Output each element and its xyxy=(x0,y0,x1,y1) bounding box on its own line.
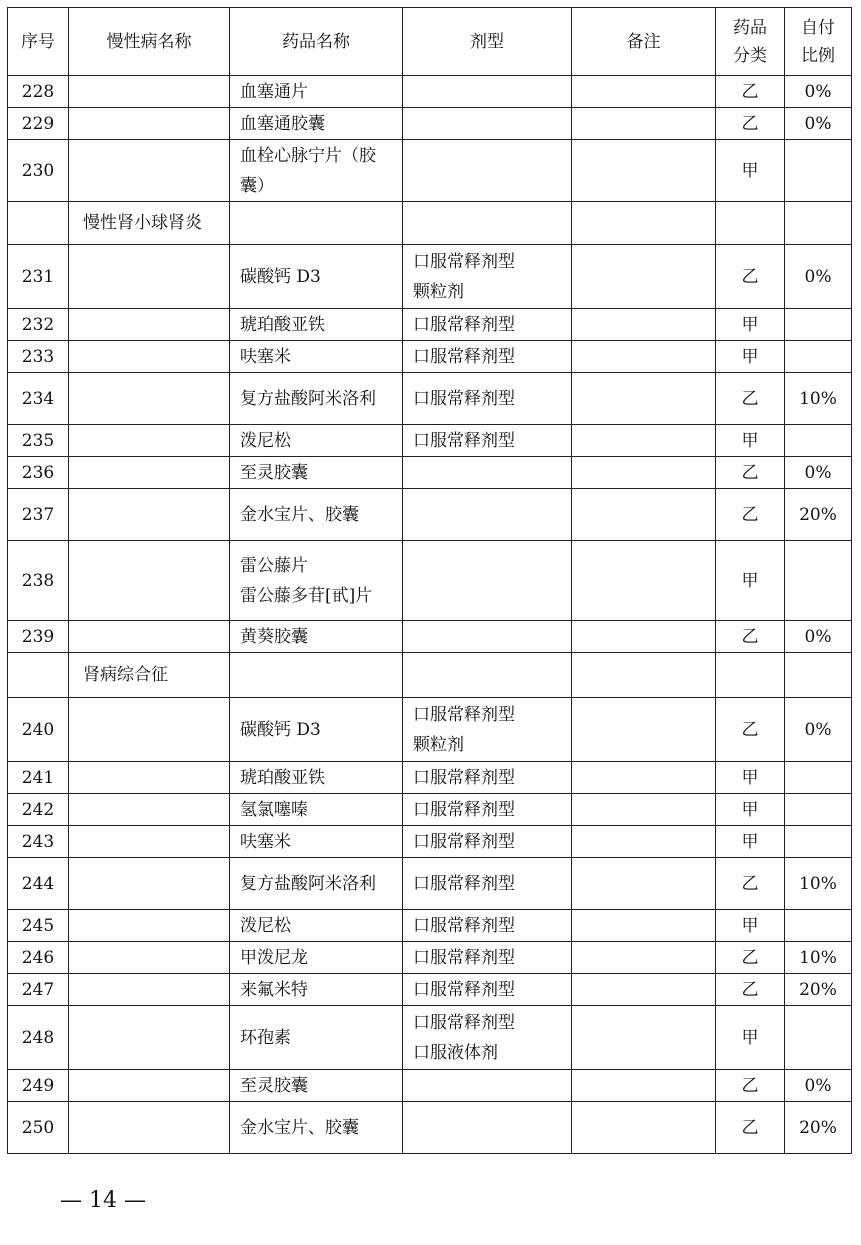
category-cell: 甲 xyxy=(716,826,785,858)
category-cell: 甲 xyxy=(716,541,785,621)
category-cell: 乙 xyxy=(716,457,785,489)
header-disease: 慢性病名称 xyxy=(69,8,230,76)
category-cell: 乙 xyxy=(716,621,785,653)
disease-cell xyxy=(69,108,230,140)
drug-cell: 金水宝片、胶囊 xyxy=(230,1102,403,1154)
seq-cell: 240 xyxy=(8,698,69,762)
drug-cell: 至灵胶囊 xyxy=(230,1070,403,1102)
ratio-cell xyxy=(785,794,852,826)
table-row xyxy=(8,974,852,1006)
note-cell xyxy=(572,1006,716,1070)
drug-cell: 来氟米特 xyxy=(230,974,403,1006)
drug-cell: 泼尼松 xyxy=(230,910,403,942)
ratio-cell: 20% xyxy=(785,1102,852,1154)
category-cell: 乙 xyxy=(716,974,785,1006)
ratio-cell xyxy=(785,541,852,621)
form-cell: 口服常释剂型 xyxy=(403,974,572,1006)
form-cell: 口服常释剂型 xyxy=(403,794,572,826)
form-cell xyxy=(403,653,572,698)
table-row xyxy=(8,858,852,910)
category-cell xyxy=(716,202,785,245)
note-cell xyxy=(572,140,716,202)
drug-cell: 复方盐酸阿米洛利 xyxy=(230,373,403,425)
seq-cell: 245 xyxy=(8,910,69,942)
drug-cell: 泼尼松 xyxy=(230,425,403,457)
form-cell: 口服常释剂型 xyxy=(403,425,572,457)
note-cell xyxy=(572,457,716,489)
seq-cell: 234 xyxy=(8,373,69,425)
table-row xyxy=(8,698,852,762)
category-cell: 甲 xyxy=(716,309,785,341)
table-row xyxy=(8,489,852,541)
seq-cell: 237 xyxy=(8,489,69,541)
note-cell xyxy=(572,826,716,858)
form-cell xyxy=(403,1070,572,1102)
disease-cell xyxy=(69,541,230,621)
table-row xyxy=(8,341,852,373)
note-cell xyxy=(572,373,716,425)
header-drug: 药品名称 xyxy=(230,8,403,76)
ratio-cell: 0% xyxy=(785,76,852,108)
seq-cell: 231 xyxy=(8,245,69,309)
seq-cell: 249 xyxy=(8,1070,69,1102)
seq-cell: 236 xyxy=(8,457,69,489)
table-row xyxy=(8,425,852,457)
seq-cell: 242 xyxy=(8,794,69,826)
note-cell xyxy=(572,341,716,373)
table-row xyxy=(8,1102,852,1154)
disease-cell xyxy=(69,373,230,425)
seq-cell: 233 xyxy=(8,341,69,373)
disease-cell xyxy=(69,974,230,1006)
drug-cell: 血塞通片 xyxy=(230,76,403,108)
seq-cell: 250 xyxy=(8,1102,69,1154)
form-cell xyxy=(403,541,572,621)
drug-cell: 氢氯噻嗪 xyxy=(230,794,403,826)
ratio-cell: 20% xyxy=(785,974,852,1006)
ratio-cell: 0% xyxy=(785,245,852,309)
category-cell: 乙 xyxy=(716,108,785,140)
table-row xyxy=(8,1070,852,1102)
form-cell: 口服常释剂型 xyxy=(403,942,572,974)
section-row xyxy=(8,653,852,698)
section-row xyxy=(8,202,852,245)
note-cell xyxy=(572,202,716,245)
disease-cell xyxy=(69,826,230,858)
disease-cell xyxy=(69,425,230,457)
disease-cell xyxy=(69,794,230,826)
note-cell xyxy=(572,910,716,942)
note-cell xyxy=(572,794,716,826)
category-cell: 乙 xyxy=(716,489,785,541)
category-cell: 乙 xyxy=(716,373,785,425)
drug-cell: 呋塞米 xyxy=(230,341,403,373)
form-cell: 口服常释剂型 xyxy=(403,373,572,425)
disease-cell xyxy=(69,621,230,653)
seq-cell: 228 xyxy=(8,76,69,108)
drug-cell: 碳酸钙 D3 xyxy=(230,698,403,762)
note-cell xyxy=(572,942,716,974)
note-cell xyxy=(572,245,716,309)
disease-cell xyxy=(69,245,230,309)
form-cell: 口服常释剂型 口服液体剂 xyxy=(403,1006,572,1070)
drug-cell: 甲泼尼龙 xyxy=(230,942,403,974)
form-cell: 口服常释剂型 xyxy=(403,309,572,341)
form-cell: 口服常释剂型 颗粒剂 xyxy=(403,245,572,309)
category-cell: 乙 xyxy=(716,942,785,974)
disease-cell xyxy=(69,858,230,910)
form-cell xyxy=(403,1102,572,1154)
disease-cell xyxy=(69,762,230,794)
note-cell xyxy=(572,1102,716,1154)
drug-cell: 复方盐酸阿米洛利 xyxy=(230,858,403,910)
table-row xyxy=(8,373,852,425)
drug-cell: 琥珀酸亚铁 xyxy=(230,309,403,341)
seq-cell xyxy=(8,202,69,245)
table-row xyxy=(8,108,852,140)
seq-cell: 248 xyxy=(8,1006,69,1070)
note-cell xyxy=(572,108,716,140)
disease-cell xyxy=(69,1006,230,1070)
ratio-cell: 10% xyxy=(785,942,852,974)
drug-cell: 金水宝片、胶囊 xyxy=(230,489,403,541)
ratio-cell: 0% xyxy=(785,108,852,140)
category-cell xyxy=(716,653,785,698)
form-cell: 口服常释剂型 xyxy=(403,910,572,942)
drug-cell: 血栓心脉宁片（胶 囊） xyxy=(230,140,403,202)
table-row xyxy=(8,942,852,974)
table-row xyxy=(8,910,852,942)
category-cell: 甲 xyxy=(716,341,785,373)
page-number: — 14 — xyxy=(60,1188,146,1213)
form-cell xyxy=(403,76,572,108)
seq-cell: 232 xyxy=(8,309,69,341)
seq-cell: 244 xyxy=(8,858,69,910)
table-row xyxy=(8,541,852,621)
seq-cell: 235 xyxy=(8,425,69,457)
table-row xyxy=(8,76,852,108)
seq-cell: 229 xyxy=(8,108,69,140)
drug-list-table xyxy=(7,7,852,1154)
drug-cell: 黄葵胶囊 xyxy=(230,621,403,653)
table-row xyxy=(8,309,852,341)
drug-cell: 环孢素 xyxy=(230,1006,403,1070)
category-cell: 乙 xyxy=(716,76,785,108)
disease-cell xyxy=(69,910,230,942)
seq-cell: 239 xyxy=(8,621,69,653)
ratio-cell xyxy=(785,1006,852,1070)
form-cell: 口服常释剂型 xyxy=(403,341,572,373)
disease-cell xyxy=(69,489,230,541)
note-cell xyxy=(572,974,716,1006)
seq-cell: 246 xyxy=(8,942,69,974)
note-cell xyxy=(572,425,716,457)
ratio-cell: 20% xyxy=(785,489,852,541)
disease-cell xyxy=(69,76,230,108)
ratio-cell xyxy=(785,425,852,457)
disease-cell xyxy=(69,1102,230,1154)
form-cell: 口服常释剂型 xyxy=(403,826,572,858)
category-cell: 甲 xyxy=(716,910,785,942)
ratio-cell xyxy=(785,826,852,858)
note-cell xyxy=(572,653,716,698)
header-form: 剂型 xyxy=(403,8,572,76)
header-seq: 序号 xyxy=(8,8,69,76)
disease-cell xyxy=(69,341,230,373)
category-cell: 乙 xyxy=(716,1102,785,1154)
note-cell xyxy=(572,858,716,910)
form-cell xyxy=(403,108,572,140)
note-cell xyxy=(572,698,716,762)
header-category: 药品 分类 xyxy=(716,8,785,76)
category-cell: 乙 xyxy=(716,698,785,762)
table-row xyxy=(8,826,852,858)
drug-cell xyxy=(230,653,403,698)
form-cell xyxy=(403,621,572,653)
form-cell: 口服常释剂型 xyxy=(403,762,572,794)
ratio-cell xyxy=(785,653,852,698)
drug-cell: 雷公藤片 雷公藤多苷[甙]片 xyxy=(230,541,403,621)
ratio-cell xyxy=(785,309,852,341)
form-cell xyxy=(403,202,572,245)
table-row xyxy=(8,621,852,653)
table-row xyxy=(8,140,852,202)
category-cell: 甲 xyxy=(716,425,785,457)
drug-cell: 至灵胶囊 xyxy=(230,457,403,489)
note-cell xyxy=(572,489,716,541)
form-cell xyxy=(403,140,572,202)
ratio-cell: 0% xyxy=(785,621,852,653)
note-cell xyxy=(572,762,716,794)
disease-cell: 肾病综合征 xyxy=(69,653,230,698)
seq-cell xyxy=(8,653,69,698)
note-cell xyxy=(572,309,716,341)
note-cell xyxy=(572,621,716,653)
form-cell xyxy=(403,457,572,489)
disease-cell xyxy=(69,1070,230,1102)
drug-cell xyxy=(230,202,403,245)
form-cell: 口服常释剂型 颗粒剂 xyxy=(403,698,572,762)
seq-cell: 238 xyxy=(8,541,69,621)
drug-cell: 琥珀酸亚铁 xyxy=(230,762,403,794)
ratio-cell: 10% xyxy=(785,858,852,910)
disease-cell xyxy=(69,309,230,341)
category-cell: 乙 xyxy=(716,1070,785,1102)
table-row xyxy=(8,762,852,794)
drug-cell: 碳酸钙 D3 xyxy=(230,245,403,309)
seq-cell: 230 xyxy=(8,140,69,202)
disease-cell xyxy=(69,942,230,974)
category-cell: 乙 xyxy=(716,858,785,910)
category-cell: 甲 xyxy=(716,762,785,794)
ratio-cell: 0% xyxy=(785,457,852,489)
category-cell: 甲 xyxy=(716,140,785,202)
disease-cell xyxy=(69,698,230,762)
ratio-cell xyxy=(785,140,852,202)
disease-cell xyxy=(69,457,230,489)
ratio-cell: 0% xyxy=(785,698,852,762)
header-note: 备注 xyxy=(572,8,716,76)
seq-cell: 247 xyxy=(8,974,69,1006)
category-cell: 甲 xyxy=(716,794,785,826)
table-row xyxy=(8,1006,852,1070)
disease-cell: 慢性肾小球肾炎 xyxy=(69,202,230,245)
table-row xyxy=(8,794,852,826)
form-cell xyxy=(403,489,572,541)
ratio-cell: 0% xyxy=(785,1070,852,1102)
ratio-cell xyxy=(785,202,852,245)
drug-cell: 血塞通胶囊 xyxy=(230,108,403,140)
note-cell xyxy=(572,541,716,621)
form-cell: 口服常释剂型 xyxy=(403,858,572,910)
drug-cell: 呋塞米 xyxy=(230,826,403,858)
ratio-cell: 10% xyxy=(785,373,852,425)
seq-cell: 241 xyxy=(8,762,69,794)
ratio-cell xyxy=(785,341,852,373)
header-row xyxy=(8,8,852,76)
ratio-cell xyxy=(785,910,852,942)
category-cell: 甲 xyxy=(716,1006,785,1070)
category-cell: 乙 xyxy=(716,245,785,309)
table-body xyxy=(8,76,852,1154)
disease-cell xyxy=(69,140,230,202)
header-ratio: 自付 比例 xyxy=(785,8,852,76)
seq-cell: 243 xyxy=(8,826,69,858)
ratio-cell xyxy=(785,762,852,794)
note-cell xyxy=(572,76,716,108)
table-row xyxy=(8,245,852,309)
table-row xyxy=(8,457,852,489)
note-cell xyxy=(572,1070,716,1102)
